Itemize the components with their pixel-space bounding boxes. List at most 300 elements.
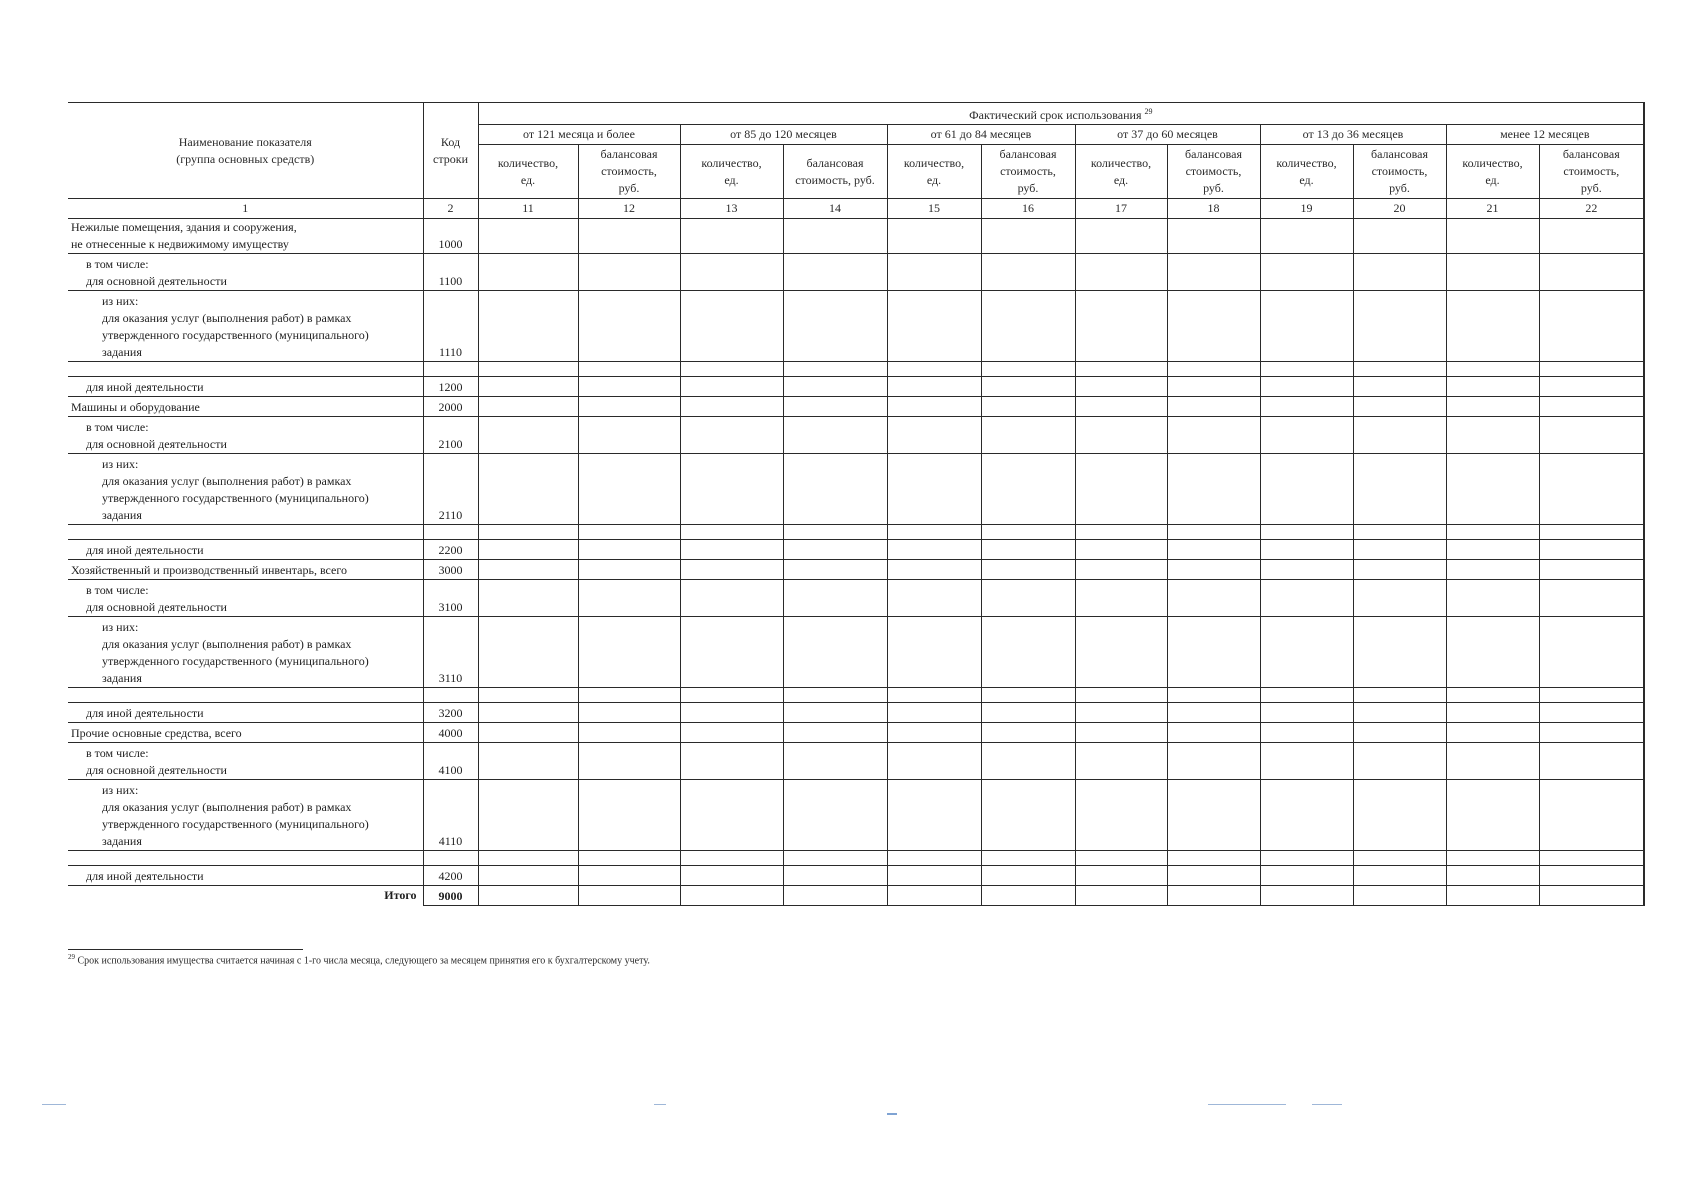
column-number: 11 <box>478 199 578 219</box>
value-cell[interactable] <box>1539 219 1644 254</box>
row-name: для иной деятельности <box>68 377 423 397</box>
value-cell[interactable] <box>1075 540 1167 560</box>
row-name <box>68 688 423 703</box>
value-cell[interactable] <box>1539 397 1644 417</box>
total-value-cell[interactable] <box>887 886 981 906</box>
value-cell[interactable] <box>1539 688 1644 703</box>
scan-artifact <box>42 1104 66 1105</box>
header-group-5: от 13 до 36 месяцев <box>1260 125 1446 145</box>
value-cell[interactable] <box>1446 540 1539 560</box>
value-cell[interactable] <box>783 254 887 291</box>
header-qty-1: количество, ед. <box>478 145 578 199</box>
value-cell[interactable] <box>478 866 578 886</box>
value-cell[interactable] <box>1260 454 1353 525</box>
value-cell[interactable] <box>981 291 1075 362</box>
value-cell[interactable] <box>1075 362 1167 377</box>
value-cell[interactable] <box>783 540 887 560</box>
value-cell[interactable] <box>680 866 783 886</box>
value-cell[interactable] <box>1446 743 1539 780</box>
value-cell[interactable] <box>783 703 887 723</box>
value-cell[interactable] <box>783 219 887 254</box>
value-cell[interactable] <box>1075 397 1167 417</box>
value-cell[interactable] <box>887 866 981 886</box>
value-cell[interactable] <box>680 377 783 397</box>
value-cell[interactable] <box>783 417 887 454</box>
scan-artifact <box>1208 1104 1286 1105</box>
value-cell[interactable] <box>981 254 1075 291</box>
value-cell[interactable] <box>1075 688 1167 703</box>
table-row <box>68 743 1644 780</box>
value-cell[interactable] <box>981 617 1075 688</box>
value-cell[interactable] <box>680 362 783 377</box>
value-cell[interactable] <box>1075 219 1167 254</box>
value-cell[interactable] <box>1075 866 1167 886</box>
value-cell[interactable] <box>1075 580 1167 617</box>
value-cell[interactable] <box>1446 780 1539 851</box>
value-cell[interactable] <box>887 219 981 254</box>
value-cell[interactable] <box>783 291 887 362</box>
value-cell[interactable] <box>1167 540 1260 560</box>
value-cell[interactable] <box>1260 723 1353 743</box>
row-code <box>423 525 478 540</box>
value-cell[interactable] <box>1075 417 1167 454</box>
value-cell[interactable] <box>783 723 887 743</box>
value-cell[interactable] <box>1260 703 1353 723</box>
column-number: 2 <box>423 199 478 219</box>
value-cell[interactable] <box>1075 780 1167 851</box>
value-cell[interactable] <box>887 540 981 560</box>
value-cell[interactable] <box>478 362 578 377</box>
value-cell[interactable] <box>478 703 578 723</box>
value-cell[interactable] <box>1075 291 1167 362</box>
value-cell[interactable] <box>1075 723 1167 743</box>
value-cell[interactable] <box>578 780 680 851</box>
value-cell[interactable] <box>578 540 680 560</box>
value-cell[interactable] <box>1539 703 1644 723</box>
value-cell[interactable] <box>1539 254 1644 291</box>
value-cell[interactable] <box>1167 560 1260 580</box>
value-cell[interactable] <box>578 454 680 525</box>
value-cell[interactable] <box>680 617 783 688</box>
value-cell[interactable] <box>1446 219 1539 254</box>
value-cell[interactable] <box>981 723 1075 743</box>
value-cell[interactable] <box>783 454 887 525</box>
value-cell[interactable] <box>783 617 887 688</box>
value-cell[interactable] <box>680 454 783 525</box>
header-group-3: от 61 до 84 месяцев <box>887 125 1075 145</box>
value-cell[interactable] <box>478 377 578 397</box>
total-value-cell[interactable] <box>578 886 680 906</box>
value-cell[interactable] <box>478 780 578 851</box>
value-cell[interactable] <box>1446 703 1539 723</box>
value-cell[interactable] <box>1353 454 1446 525</box>
header-qty-3: количество, ед. <box>887 145 981 199</box>
row-code: 1200 <box>423 377 478 397</box>
value-cell[interactable] <box>981 866 1075 886</box>
value-cell[interactable] <box>1075 525 1167 540</box>
value-cell[interactable] <box>1075 377 1167 397</box>
value-cell[interactable] <box>1539 851 1644 866</box>
value-cell[interactable] <box>478 743 578 780</box>
value-cell[interactable] <box>981 219 1075 254</box>
value-cell[interactable] <box>1260 851 1353 866</box>
row-code: 1100 <box>423 254 478 291</box>
table-row <box>68 454 1644 525</box>
value-cell[interactable] <box>1446 254 1539 291</box>
value-cell[interactable] <box>478 454 578 525</box>
value-cell[interactable] <box>1446 397 1539 417</box>
total-value-cell[interactable] <box>1260 886 1353 906</box>
value-cell[interactable] <box>680 851 783 866</box>
value-cell[interactable] <box>1539 780 1644 851</box>
value-cell[interactable] <box>1260 780 1353 851</box>
value-cell[interactable] <box>1260 254 1353 291</box>
value-cell[interactable] <box>1167 291 1260 362</box>
value-cell[interactable] <box>887 743 981 780</box>
value-cell[interactable] <box>680 219 783 254</box>
value-cell[interactable] <box>1353 377 1446 397</box>
value-cell[interactable] <box>981 560 1075 580</box>
total-value-cell[interactable] <box>1353 886 1446 906</box>
value-cell[interactable] <box>1167 397 1260 417</box>
value-cell[interactable] <box>578 219 680 254</box>
value-cell[interactable] <box>478 688 578 703</box>
value-cell[interactable] <box>1075 560 1167 580</box>
header-group-1: от 121 месяца и более <box>478 125 680 145</box>
value-cell[interactable] <box>1353 560 1446 580</box>
total-value-cell[interactable] <box>478 886 578 906</box>
value-cell[interactable] <box>578 417 680 454</box>
value-cell[interactable] <box>1260 580 1353 617</box>
value-cell[interactable] <box>578 866 680 886</box>
total-value-cell[interactable] <box>1075 886 1167 906</box>
value-cell[interactable] <box>783 397 887 417</box>
value-cell[interactable] <box>887 580 981 617</box>
header-name-label: Наименование показателя (группа основных средств) <box>68 103 423 199</box>
value-cell[interactable] <box>1260 291 1353 362</box>
header-group-6: менее 12 месяцев <box>1446 125 1644 145</box>
value-cell[interactable] <box>887 377 981 397</box>
value-cell[interactable] <box>1167 688 1260 703</box>
row-name: для иной деятельности <box>68 540 423 560</box>
value-cell[interactable] <box>1539 866 1644 886</box>
value-cell[interactable] <box>578 560 680 580</box>
value-cell[interactable] <box>783 377 887 397</box>
total-value-cell[interactable] <box>1539 886 1644 906</box>
value-cell[interactable] <box>578 291 680 362</box>
value-cell[interactable] <box>1446 580 1539 617</box>
value-cell[interactable] <box>578 851 680 866</box>
value-cell[interactable] <box>478 254 578 291</box>
value-cell[interactable] <box>1446 723 1539 743</box>
column-number: 20 <box>1353 199 1446 219</box>
row-code <box>423 688 478 703</box>
table-row <box>68 254 1644 291</box>
value-cell[interactable] <box>578 688 680 703</box>
value-cell[interactable] <box>887 254 981 291</box>
header-qty-5: количество, ед. <box>1260 145 1353 199</box>
fixed-assets-table <box>68 102 1645 906</box>
value-cell[interactable] <box>1353 866 1446 886</box>
value-cell[interactable] <box>680 291 783 362</box>
value-cell[interactable] <box>478 540 578 560</box>
value-cell[interactable] <box>1353 362 1446 377</box>
value-cell[interactable] <box>1353 580 1446 617</box>
value-cell[interactable] <box>478 560 578 580</box>
value-cell[interactable] <box>478 525 578 540</box>
value-cell[interactable] <box>1167 723 1260 743</box>
value-cell[interactable] <box>1075 454 1167 525</box>
value-cell[interactable] <box>680 723 783 743</box>
row-name: для иной деятельности <box>68 703 423 723</box>
value-cell[interactable] <box>887 617 981 688</box>
value-cell[interactable] <box>1446 377 1539 397</box>
value-cell[interactable] <box>1167 417 1260 454</box>
value-cell[interactable] <box>1539 617 1644 688</box>
value-cell[interactable] <box>981 703 1075 723</box>
header-qty-6: количество, ед. <box>1446 145 1539 199</box>
value-cell[interactable] <box>1260 540 1353 560</box>
value-cell[interactable] <box>578 723 680 743</box>
value-cell[interactable] <box>1167 866 1260 886</box>
value-cell[interactable] <box>1539 454 1644 525</box>
value-cell[interactable] <box>478 851 578 866</box>
value-cell[interactable] <box>1260 397 1353 417</box>
value-cell[interactable] <box>887 525 981 540</box>
value-cell[interactable] <box>981 454 1075 525</box>
value-cell[interactable] <box>981 377 1075 397</box>
value-cell[interactable] <box>1446 362 1539 377</box>
value-cell[interactable] <box>1075 617 1167 688</box>
value-cell[interactable] <box>1353 525 1446 540</box>
value-cell[interactable] <box>1539 560 1644 580</box>
value-cell[interactable] <box>478 580 578 617</box>
table-row <box>68 688 1644 703</box>
row-code <box>423 362 478 377</box>
value-cell[interactable] <box>1260 219 1353 254</box>
value-cell[interactable] <box>578 525 680 540</box>
value-cell[interactable] <box>1167 219 1260 254</box>
value-cell[interactable] <box>887 560 981 580</box>
value-cell[interactable] <box>1353 703 1446 723</box>
value-cell[interactable] <box>981 417 1075 454</box>
value-cell[interactable] <box>1446 866 1539 886</box>
value-cell[interactable] <box>478 291 578 362</box>
value-cell[interactable] <box>1167 362 1260 377</box>
value-cell[interactable] <box>1260 377 1353 397</box>
value-cell[interactable] <box>783 780 887 851</box>
value-cell[interactable] <box>887 723 981 743</box>
value-cell[interactable] <box>680 703 783 723</box>
value-cell[interactable] <box>680 397 783 417</box>
value-cell[interactable] <box>887 362 981 377</box>
value-cell[interactable] <box>1446 560 1539 580</box>
column-number: 17 <box>1075 199 1167 219</box>
value-cell[interactable] <box>887 703 981 723</box>
value-cell[interactable] <box>1446 617 1539 688</box>
row-name: для иной деятельности <box>68 866 423 886</box>
value-cell[interactable] <box>1260 688 1353 703</box>
value-cell[interactable] <box>1260 743 1353 780</box>
value-cell[interactable] <box>1260 560 1353 580</box>
table-row <box>68 362 1644 377</box>
value-cell[interactable] <box>1353 397 1446 417</box>
total-value-cell[interactable] <box>1446 886 1539 906</box>
value-cell[interactable] <box>1167 454 1260 525</box>
value-cell[interactable] <box>981 362 1075 377</box>
value-cell[interactable] <box>783 743 887 780</box>
total-value-cell[interactable] <box>981 886 1075 906</box>
value-cell[interactable] <box>783 525 887 540</box>
value-cell[interactable] <box>1353 688 1446 703</box>
value-cell[interactable] <box>783 362 887 377</box>
value-cell[interactable] <box>1353 540 1446 560</box>
value-cell[interactable] <box>1446 291 1539 362</box>
value-cell[interactable] <box>1353 254 1446 291</box>
value-cell[interactable] <box>887 291 981 362</box>
value-cell[interactable] <box>578 254 680 291</box>
value-cell[interactable] <box>1353 780 1446 851</box>
row-name: в том числе: для основной деятельности <box>68 417 423 454</box>
value-cell[interactable] <box>1539 580 1644 617</box>
value-cell[interactable] <box>1353 291 1446 362</box>
value-cell[interactable] <box>1075 254 1167 291</box>
value-cell[interactable] <box>1539 377 1644 397</box>
value-cell[interactable] <box>981 688 1075 703</box>
value-cell[interactable] <box>680 417 783 454</box>
value-cell[interactable] <box>887 397 981 417</box>
value-cell[interactable] <box>1167 851 1260 866</box>
value-cell[interactable] <box>1353 417 1446 454</box>
value-cell[interactable] <box>680 780 783 851</box>
value-cell[interactable] <box>578 362 680 377</box>
value-cell[interactable] <box>981 743 1075 780</box>
value-cell[interactable] <box>1075 743 1167 780</box>
table-row <box>68 617 1644 688</box>
value-cell[interactable] <box>887 454 981 525</box>
value-cell[interactable] <box>478 417 578 454</box>
value-cell[interactable] <box>981 780 1075 851</box>
value-cell[interactable] <box>981 397 1075 417</box>
value-cell[interactable] <box>680 743 783 780</box>
value-cell[interactable] <box>478 219 578 254</box>
value-cell[interactable] <box>1539 525 1644 540</box>
total-value-cell[interactable] <box>1167 886 1260 906</box>
value-cell[interactable] <box>1167 377 1260 397</box>
value-cell[interactable] <box>1446 525 1539 540</box>
header-qty-2: количество, ед. <box>680 145 783 199</box>
value-cell[interactable] <box>1539 291 1644 362</box>
value-cell[interactable] <box>887 417 981 454</box>
footnote-text: Срок использования имущества считается начиная с 1-го числа месяца, следующего за месяцем принятия его к бухгалтерскому учету. <box>77 955 650 967</box>
value-cell[interactable] <box>1167 525 1260 540</box>
table-row <box>68 780 1644 851</box>
table-row <box>68 397 1644 417</box>
value-cell[interactable] <box>1539 417 1644 454</box>
value-cell[interactable] <box>1539 723 1644 743</box>
value-cell[interactable] <box>981 580 1075 617</box>
value-cell[interactable] <box>783 851 887 866</box>
value-cell[interactable] <box>887 851 981 866</box>
value-cell[interactable] <box>1075 703 1167 723</box>
header-code-label: Код строки <box>423 103 478 199</box>
value-cell[interactable] <box>783 866 887 886</box>
value-cell[interactable] <box>1075 851 1167 866</box>
value-cell[interactable] <box>1167 743 1260 780</box>
value-cell[interactable] <box>783 580 887 617</box>
value-cell[interactable] <box>1353 617 1446 688</box>
row-code: 2200 <box>423 540 478 560</box>
value-cell[interactable] <box>680 525 783 540</box>
value-cell[interactable] <box>680 580 783 617</box>
column-number: 19 <box>1260 199 1353 219</box>
value-cell[interactable] <box>578 743 680 780</box>
value-cell[interactable] <box>1353 851 1446 866</box>
value-cell[interactable] <box>1446 688 1539 703</box>
value-cell[interactable] <box>478 723 578 743</box>
value-cell[interactable] <box>1539 540 1644 560</box>
value-cell[interactable] <box>578 617 680 688</box>
value-cell[interactable] <box>1260 866 1353 886</box>
value-cell[interactable] <box>1260 525 1353 540</box>
value-cell[interactable] <box>1167 780 1260 851</box>
value-cell[interactable] <box>1446 417 1539 454</box>
total-value-cell[interactable] <box>783 886 887 906</box>
value-cell[interactable] <box>887 688 981 703</box>
value-cell[interactable] <box>680 688 783 703</box>
total-value-cell[interactable] <box>680 886 783 906</box>
row-code: 4110 <box>423 780 478 851</box>
value-cell[interactable] <box>1167 580 1260 617</box>
value-cell[interactable] <box>478 617 578 688</box>
value-cell[interactable] <box>887 780 981 851</box>
value-cell[interactable] <box>1539 362 1644 377</box>
scan-artifact <box>1312 1104 1342 1105</box>
value-cell[interactable] <box>783 560 887 580</box>
value-cell[interactable] <box>1446 454 1539 525</box>
value-cell[interactable] <box>680 254 783 291</box>
value-cell[interactable] <box>680 560 783 580</box>
value-cell[interactable] <box>578 377 680 397</box>
value-cell[interactable] <box>783 688 887 703</box>
value-cell[interactable] <box>680 540 783 560</box>
header-cost-6: балансовая стоимость, руб. <box>1539 145 1644 199</box>
value-cell[interactable] <box>1260 417 1353 454</box>
value-cell[interactable] <box>981 540 1075 560</box>
value-cell[interactable] <box>1260 362 1353 377</box>
value-cell[interactable] <box>1167 703 1260 723</box>
value-cell[interactable] <box>981 851 1075 866</box>
value-cell[interactable] <box>1353 723 1446 743</box>
value-cell[interactable] <box>478 397 578 417</box>
value-cell[interactable] <box>1353 219 1446 254</box>
table-row <box>68 417 1644 454</box>
column-number: 22 <box>1539 199 1644 219</box>
row-name: Машины и оборудование <box>68 397 423 417</box>
value-cell[interactable] <box>1167 254 1260 291</box>
value-cell[interactable] <box>578 703 680 723</box>
value-cell[interactable] <box>578 580 680 617</box>
value-cell[interactable] <box>578 397 680 417</box>
value-cell[interactable] <box>1446 851 1539 866</box>
total-row <box>68 886 1644 906</box>
row-code <box>423 851 478 866</box>
value-cell[interactable] <box>1539 743 1644 780</box>
value-cell[interactable] <box>981 525 1075 540</box>
value-cell[interactable] <box>1167 617 1260 688</box>
value-cell[interactable] <box>1260 617 1353 688</box>
value-cell[interactable] <box>1353 743 1446 780</box>
